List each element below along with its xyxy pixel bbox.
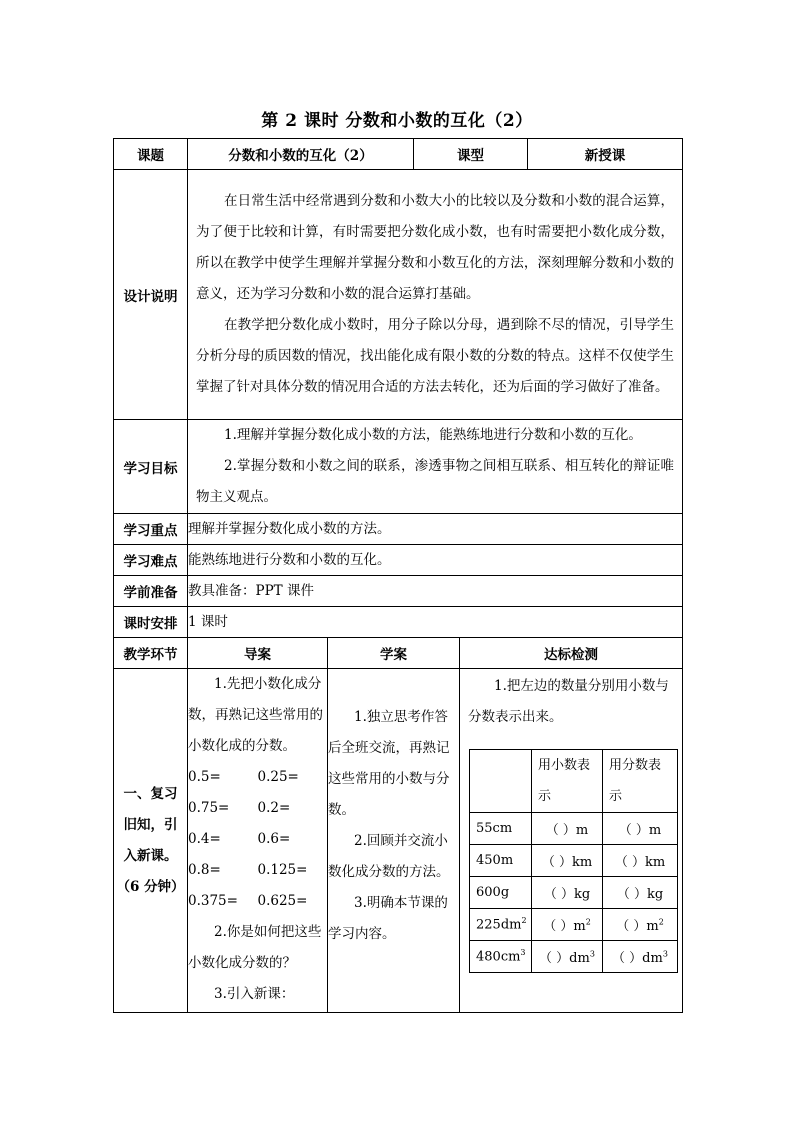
guide-question-3: 3.引入新课： bbox=[214, 986, 295, 1002]
design-row bbox=[114, 170, 683, 420]
measurement-row: $480cm^3$ （ ）$dm^3$ （ ）$dm^3$ bbox=[470, 941, 678, 973]
key-point-value: 理解并掌握分数化成小数的方法。 bbox=[188, 514, 683, 545]
design-label: 设计说明 bbox=[114, 170, 188, 420]
guide-header: 导案 bbox=[188, 638, 328, 669]
difficulty-value: 能熟练地进行分数和小数的互化。 bbox=[188, 545, 683, 576]
type-value: 新授课 bbox=[528, 139, 683, 170]
key-point-row bbox=[114, 514, 683, 545]
process-header-row bbox=[114, 638, 683, 669]
design-paragraph-2: 在教学把分数化成小数时，用分子除以分母，遇到除不尽的情况，引导学生分析分母的质因数的情况，找出能化成有限小数的分数的特点。这样不仅使学生掌握了针对具体分数的情况用合适的方法去转化，还为后面的学习做好了准备。 bbox=[196, 317, 674, 395]
stage-1-row bbox=[114, 669, 683, 1013]
measurement-row: 600g （ ）kg （ ）kg bbox=[470, 877, 678, 909]
topic-label: 课题 bbox=[114, 139, 188, 170]
goals-row bbox=[114, 420, 683, 514]
check-header: 达标检测 bbox=[460, 638, 683, 669]
goals-label: 学习目标 bbox=[114, 420, 188, 514]
study-step-1: 1.独立思考作答后全班交流，再熟记这些常用的小数与分数。 bbox=[328, 709, 450, 818]
guide-content bbox=[188, 669, 328, 1013]
decimal-pair: 0.5= 0.25= bbox=[188, 769, 299, 785]
study-step-3: 3.明确本节课的学习内容。 bbox=[328, 895, 448, 942]
topic-value: 分数和小数的互化（2） bbox=[188, 139, 414, 170]
difficulty-label: 学习难点 bbox=[114, 545, 188, 576]
page-title: 第 2 课时 分数和小数的互化（2） bbox=[261, 111, 533, 131]
guide-intro: 1.先把小数化成分数，再熟记这些常用的小数化成的分数。 bbox=[188, 676, 323, 754]
measurement-header-row bbox=[470, 750, 678, 813]
difficulty-row bbox=[114, 545, 683, 576]
measurement-row: $225dm^2$ （ ）$m^2$ （ ）$m^2$ bbox=[470, 909, 678, 941]
decimal-column-header: 用小数表示 bbox=[532, 750, 603, 813]
measurement-table bbox=[469, 749, 678, 973]
goal-1: 1.理解并掌握分数化成小数的方法，能熟练地进行分数和小数的互化。 bbox=[224, 427, 642, 443]
prep-row bbox=[114, 576, 683, 607]
decimal-pair: 0.4= 0.6= bbox=[188, 831, 291, 847]
design-paragraph-1: 在日常生活中经常遇到分数和小数大小的比较以及分数和小数的混合运算，为了便于比较和计算，有时需要把分数化成小数，也有时需要把小数化成分数，所以在教学中使学生理解并掌握分数和小数互化的方法，深刻理解分数和小数的意义，还为学习分数和小数的混合运算打基础。 bbox=[196, 193, 674, 302]
check-content bbox=[460, 669, 683, 1013]
stage-1-name: 一、复习 旧知，引 入新课。 （6 分钟） bbox=[114, 669, 188, 1013]
goal-2: 2.掌握分数和小数之间的联系，渗透事物之间相互联系、相互转化的辩证唯物主义观点。 bbox=[196, 458, 674, 505]
prep-label: 学前准备 bbox=[114, 576, 188, 607]
measurement-row: 55cm （ ）m （ ）m bbox=[470, 813, 678, 845]
topic-row bbox=[114, 139, 683, 170]
schedule-row bbox=[114, 607, 683, 638]
prep-value: 教具准备：PPT 课件 bbox=[188, 576, 683, 607]
key-point-label: 学习重点 bbox=[114, 514, 188, 545]
fraction-column-header: 用分数表示 bbox=[603, 750, 678, 813]
study-content bbox=[328, 669, 460, 1013]
decimal-pair: 0.75= 0.2= bbox=[188, 800, 291, 816]
decimal-pair: 0.375= 0.625= bbox=[188, 893, 308, 909]
schedule-label: 课时安排 bbox=[114, 607, 188, 638]
study-header: 学案 bbox=[328, 638, 460, 669]
goals-content bbox=[188, 420, 683, 514]
lesson-plan-table bbox=[113, 138, 683, 1013]
study-step-2: 2.回顾并交流小数化成分数的方法。 bbox=[328, 833, 450, 880]
stage-header: 教学环节 bbox=[114, 638, 188, 669]
type-label: 课型 bbox=[414, 139, 528, 170]
check-intro: 1.把左边的数量分别用小数与分数表示出来。 bbox=[468, 678, 669, 725]
guide-question-2: 2.你是如何把这些小数化成分数的？ bbox=[188, 924, 322, 971]
decimal-pair: 0.8= 0.125= bbox=[188, 862, 308, 878]
design-content bbox=[188, 170, 683, 420]
measurement-row: 450m （ ）km （ ）km bbox=[470, 845, 678, 877]
schedule-value: 1 课时 bbox=[188, 607, 683, 638]
